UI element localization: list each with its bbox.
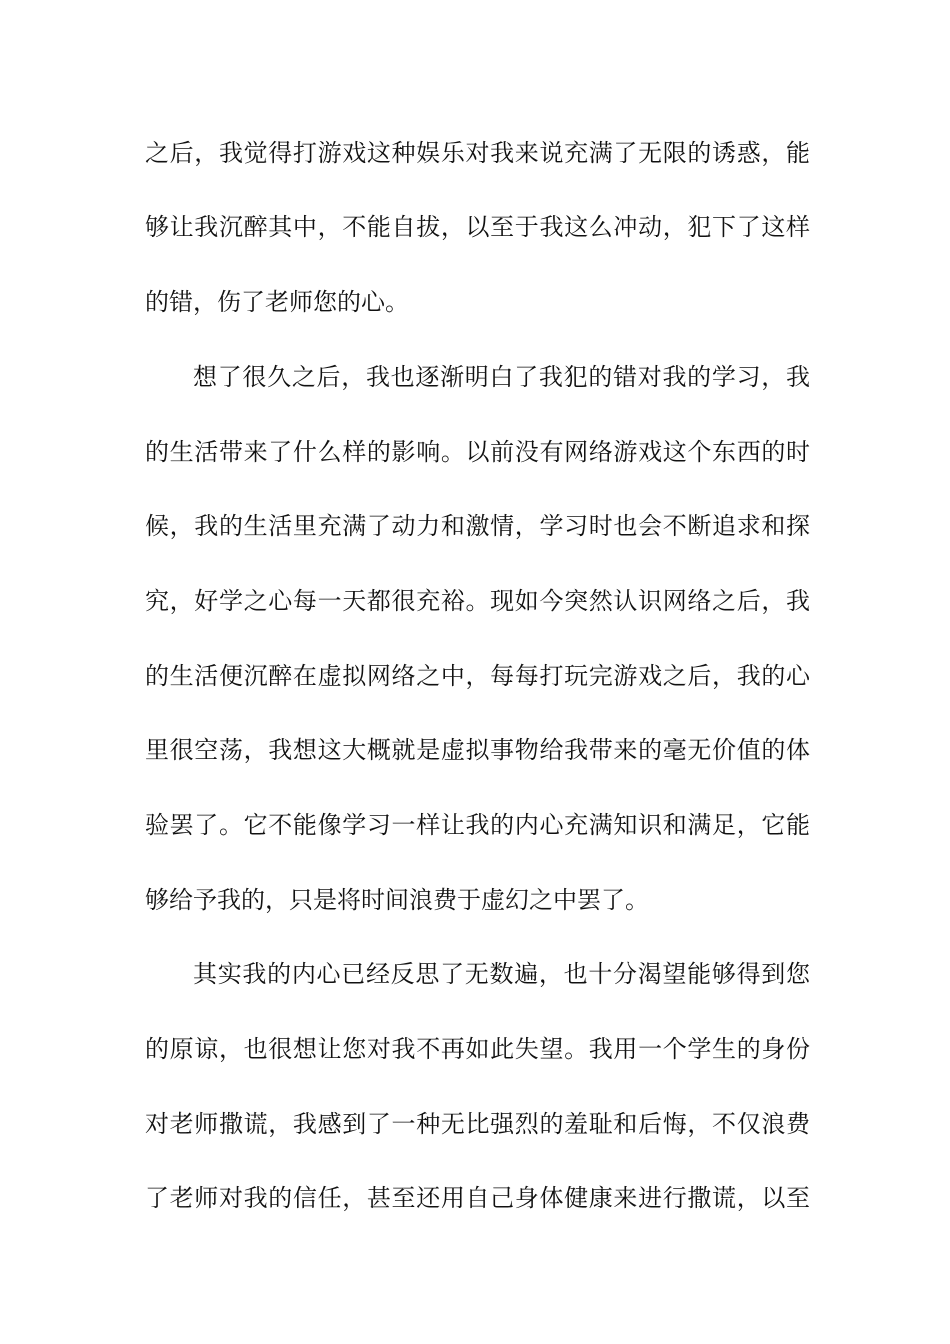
- paragraph-first-line: 想了很久之后，我也逐渐明白了我犯的错对我的学习，我: [193, 363, 810, 391]
- text-line: 够让我沉醉其中，不能自拔，以至于我这么冲动，犯下了这样: [145, 213, 810, 241]
- text-line: 之后，我觉得打游戏这种娱乐对我来说充满了无限的诱惑，能: [145, 139, 810, 167]
- text-line: 的错，伤了老师您的心。: [145, 288, 409, 316]
- text-line: 候，我的生活里充满了动力和激情，学习时也会不断追求和探: [145, 512, 810, 540]
- text-line: 对老师撒谎，我感到了一种无比强烈的羞耻和后悔，不仅浪费: [145, 1110, 810, 1138]
- paragraph-first-line: 其实我的内心已经反思了无数遍，也十分渴望能够得到您: [193, 960, 810, 988]
- text-line: 了老师对我的信任，甚至还用自己身体健康来进行撒谎，以至: [145, 1184, 810, 1212]
- text-line: 的生活便沉醉在虚拟网络之中，每每打玩完游戏之后，我的心: [145, 662, 810, 690]
- text-line: 验罢了。它不能像学习一样让我的内心充满知识和满足，它能: [145, 811, 810, 839]
- text-line: 够给予我的，只是将时间浪费于虚幻之中罢了。: [145, 886, 649, 914]
- text-line: 究，好学之心每一天都很充裕。现如今突然认识网络之后，我: [145, 587, 810, 615]
- text-line: 的原谅，也很想让您对我不再如此失望。我用一个学生的身份: [145, 1035, 810, 1063]
- text-line: 里很空荡，我想这大概就是虚拟事物给我带来的毫无价值的体: [145, 736, 810, 764]
- text-line: 的生活带来了什么样的影响。以前没有网络游戏这个东西的时: [145, 438, 810, 466]
